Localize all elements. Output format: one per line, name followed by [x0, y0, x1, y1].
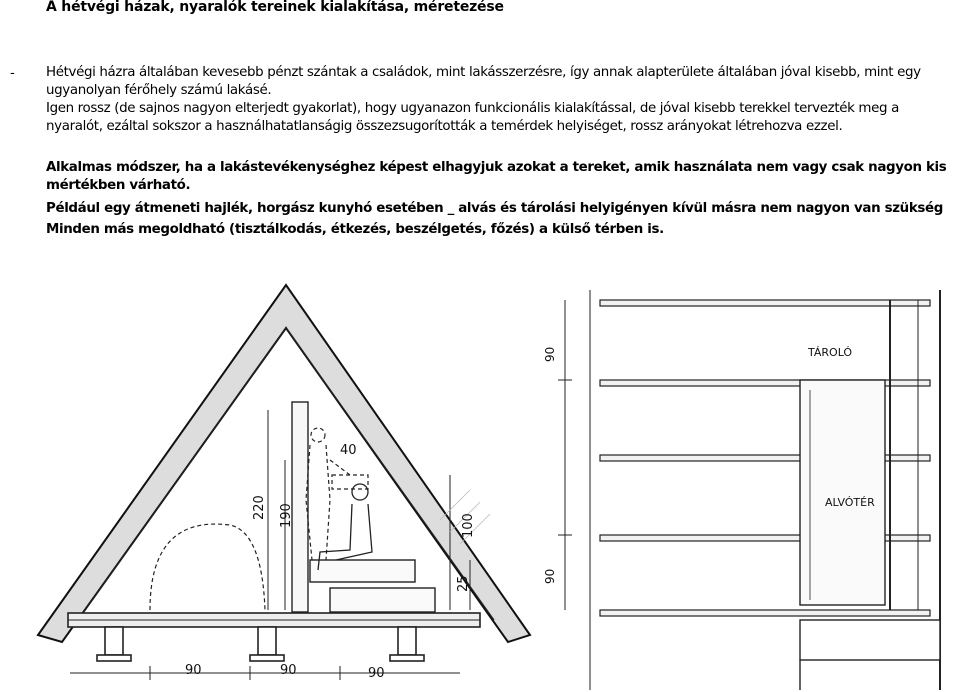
section-drawing	[38, 285, 530, 680]
list-bullet: -	[10, 66, 15, 81]
dim-25: 25	[456, 575, 471, 592]
paragraph-4: Például egy átmeneti hajlék, horgász kunyhó esetében _ alvás és tárolási helyigényen kívül másra nem nagyon van szükség	[46, 201, 943, 216]
drawings	[0, 270, 960, 692]
plan-dim-90-b: 90	[543, 568, 557, 584]
dim-190: 190	[279, 503, 294, 528]
label-storage: TÁROLÓ	[808, 346, 853, 359]
dim-90-b: 90	[280, 663, 297, 678]
paragraph-2: Igen rossz (de sajnos nagyon elterjedt gyakorlat), hogy ugyanazon funkcionális kialakítással, de jóval kisebb terekkel tervezték meg a nyaralót, ezáltal sokszor a használhatatlanságig összezsugorították a temérdek helyiséget, rossz arányokat létrehozva ezzel.	[46, 101, 899, 134]
plan-dimension-labels	[543, 347, 557, 584]
dim-40: 40	[340, 443, 357, 458]
dim-90-a: 90	[185, 663, 202, 678]
paragraph-5: Minden más megoldható (tisztálkodás, étkezés, beszélgetés, főzés) a külső térben is.	[46, 222, 664, 237]
plan-dim-90-a: 90	[543, 346, 557, 362]
paragraph-1: Hétvégi házra általában kevesebb pénzt szántak a családok, mint lakásszerzésre, így annak alapterülete általában jóval kisebb, mint egy ugyanolyan férőhely számú lakásé.	[46, 65, 921, 98]
page-title: A hétvégi házak, nyaralók tereinek kialakítása, méretezése	[46, 0, 504, 15]
dim-90-c: 90	[368, 666, 385, 681]
label-sleeping: ALVÓTÉR	[825, 496, 875, 509]
dim-220: 220	[252, 495, 267, 520]
dim-100: 100	[461, 513, 476, 538]
plan-drawing	[558, 290, 940, 690]
paragraph-3: Alkalmas módszer, ha a lakástevékenységhez képest elhagyjuk azokat a tereket, amik használata nem vagy csak nagyon kis mértékben várható.	[46, 160, 947, 193]
